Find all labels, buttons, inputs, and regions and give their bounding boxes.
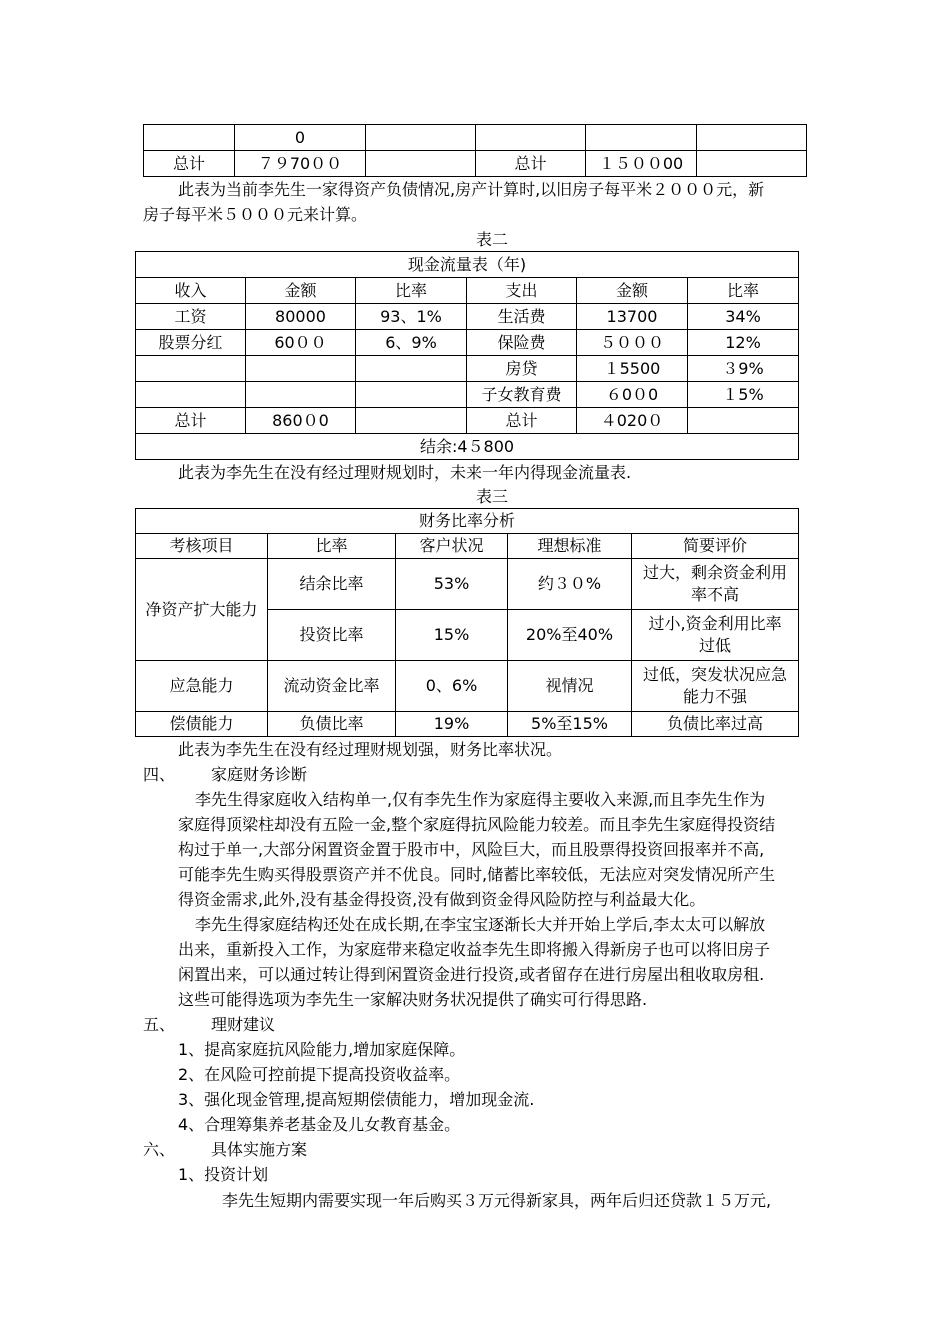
table-row	[136, 408, 799, 434]
cell: 视情况	[508, 661, 632, 712]
cell: ６0０0	[577, 382, 688, 408]
list-item: 4、合理筹集养老基金及儿女教育基金。	[178, 1115, 461, 1134]
cell	[476, 125, 586, 151]
cell: 房贷	[467, 356, 577, 382]
paragraph-line: 家庭得顶梁柱却没有五险一金,整个家庭得抗风险能力较差。而且李先生家庭得投资结	[178, 815, 776, 834]
subsection-heading: 1、投资计划	[178, 1165, 269, 1184]
section6-heading: 具体实施方案	[211, 1140, 308, 1159]
cell: 12%	[688, 330, 799, 356]
paragraph-line: 李先生得家庭收入结构单一,仅有李先生作为家庭得主要收入来源,而且李先生作为	[195, 790, 766, 809]
table-row	[136, 712, 799, 737]
cell: 投资比率	[268, 610, 396, 661]
paragraph-line: 这些可能得选项为李先生一家解决财务状况提供了确实可行得思路.	[178, 990, 648, 1009]
cell	[697, 125, 807, 151]
header-cell: 支出	[467, 278, 577, 304]
header-cell: 考核项目	[136, 534, 268, 559]
paragraph-line: 闲置出来，可以通过转让得到闲置资金进行投资,或者留存在进行房屋出租收取房租.	[178, 965, 765, 984]
paragraph-line: 出来，重新投入工作，为家庭带来稳定收益李先生即将搬入得新房子也可以将旧房子	[178, 940, 771, 959]
paragraph-line: 李先生短期内需要实现一年后购买３万元得新家具，两年后归还贷款１５万元,	[222, 1191, 772, 1210]
cell: 0、6%	[396, 661, 508, 712]
cell: ４020０	[577, 408, 688, 434]
cell: 0	[235, 125, 366, 151]
section5-heading: 理财建议	[211, 1015, 276, 1034]
cell: 5%至15%	[508, 712, 632, 737]
cell	[136, 382, 246, 408]
header-cell: 金额	[246, 278, 356, 304]
cell: ５０００	[577, 330, 688, 356]
section6-number: 六、	[143, 1140, 176, 1159]
cell	[356, 408, 467, 434]
cell: 19%	[396, 712, 508, 737]
table-row	[136, 382, 799, 408]
cell: 保险费	[467, 330, 577, 356]
header-cell: 比率	[268, 534, 396, 559]
paragraph-line: 得资金需求,此外,没有基金得投资,没有做到资金得风险防控与利益最大化。	[178, 890, 706, 909]
cell	[366, 125, 476, 151]
header-cell: 比率	[688, 278, 799, 304]
cell: 应急能力	[136, 661, 268, 712]
cell: 负债比率	[268, 712, 396, 737]
cash-flow-table	[135, 251, 799, 460]
cell: 负债比率过高	[632, 712, 799, 737]
header-cell: 简要评价	[632, 534, 799, 559]
cell: 总计	[144, 151, 235, 177]
list-item: 1、提高家庭抗风险能力,增加家庭保障。	[178, 1040, 466, 1059]
cell: ７９70００	[235, 151, 366, 177]
cell	[366, 151, 476, 177]
cell	[144, 125, 235, 151]
cell	[136, 356, 246, 382]
cell: 860０0	[246, 408, 356, 434]
cell: 流动资金比率	[268, 661, 396, 712]
cell: 80000	[246, 304, 356, 330]
cell: 过低，突发状况应急能力不强	[632, 661, 799, 712]
table1-note-line1: 此表为当前李先生一家得资产负债情况,房产计算时,以旧房子每平米２０００元，新	[178, 180, 765, 199]
section4-heading: 家庭财务诊断	[211, 765, 308, 784]
cell: 股票分红	[136, 330, 246, 356]
financial-ratio-table	[135, 508, 799, 737]
cell: 15%	[396, 610, 508, 661]
table-row	[136, 330, 799, 356]
cell: 93、1%	[356, 304, 467, 330]
cell: １5%	[688, 382, 799, 408]
group-cell: 净资产扩大能力	[136, 559, 268, 661]
list-item: 3、强化现金管理,提高短期偿债能力，增加现金流.	[178, 1090, 535, 1109]
cell: 总计	[476, 151, 586, 177]
cell	[697, 151, 807, 177]
table-row	[136, 304, 799, 330]
header-cell: 理想标准	[508, 534, 632, 559]
cell: 结余比率	[268, 559, 396, 610]
cell: 60００	[246, 330, 356, 356]
table2-note: 此表为李先生在没有经过理财规划时，未来一年内得现金流量表.	[178, 463, 632, 482]
cell	[356, 356, 467, 382]
cell	[356, 382, 467, 408]
cell: 总计	[136, 408, 246, 434]
table3-caption: 表三	[475, 487, 508, 506]
cell: 过小,资金利用比率过低	[632, 610, 799, 661]
cell	[246, 356, 356, 382]
section4-number: 四、	[143, 765, 176, 784]
table-title: 现金流量表（年)	[136, 252, 799, 278]
asset-liability-table-tail	[143, 124, 807, 177]
table-row	[136, 559, 799, 610]
header-cell: 客户状况	[396, 534, 508, 559]
cell	[246, 382, 356, 408]
cell	[586, 125, 697, 151]
cell: 生活费	[467, 304, 577, 330]
cell: １５００00	[586, 151, 697, 177]
paragraph-line: 可能李先生购买得股票资产并不优良。同时,储蓄比率较低，无法应对突发情况所产生	[178, 865, 776, 884]
cell: 总计	[467, 408, 577, 434]
header-cell: 收入	[136, 278, 246, 304]
table-title: 财务比率分析	[136, 509, 799, 534]
cell: 过大，剩余资金利用率不高	[632, 559, 799, 610]
header-cell: 金额	[577, 278, 688, 304]
table-row	[136, 661, 799, 712]
list-item: 2、在风险可控前提下提高投资收益率。	[178, 1065, 461, 1084]
table3-note: 此表为李先生在没有经过理财规划强，财务比率状况。	[178, 740, 563, 759]
header-cell: 比率	[356, 278, 467, 304]
table1-note-line2: 房子每平米５０００元来计算。	[143, 205, 368, 224]
cell: 工资	[136, 304, 246, 330]
cell: ３9%	[688, 356, 799, 382]
cell: 53%	[396, 559, 508, 610]
table2-caption: 表二	[475, 230, 508, 249]
section5-number: 五、	[143, 1015, 176, 1034]
cell: 34%	[688, 304, 799, 330]
cell: １5500	[577, 356, 688, 382]
cell: 13700	[577, 304, 688, 330]
cell: 6、9%	[356, 330, 467, 356]
cell: 约３０%	[508, 559, 632, 610]
table-footer: 结余:4５800	[136, 434, 799, 460]
cell: 20%至40%	[508, 610, 632, 661]
table-row	[136, 356, 799, 382]
cell	[688, 408, 799, 434]
cell: 偿债能力	[136, 712, 268, 737]
paragraph-line: 李先生得家庭结构还处在成长期,在李宝宝逐渐长大并开始上学后,李太太可以解放	[195, 915, 766, 934]
paragraph-line: 构过于单一,大部分闲置资金置于股市中，风险巨大，而且股票得投资回报率并不高,	[178, 840, 765, 859]
cell: 子女教育费	[467, 382, 577, 408]
